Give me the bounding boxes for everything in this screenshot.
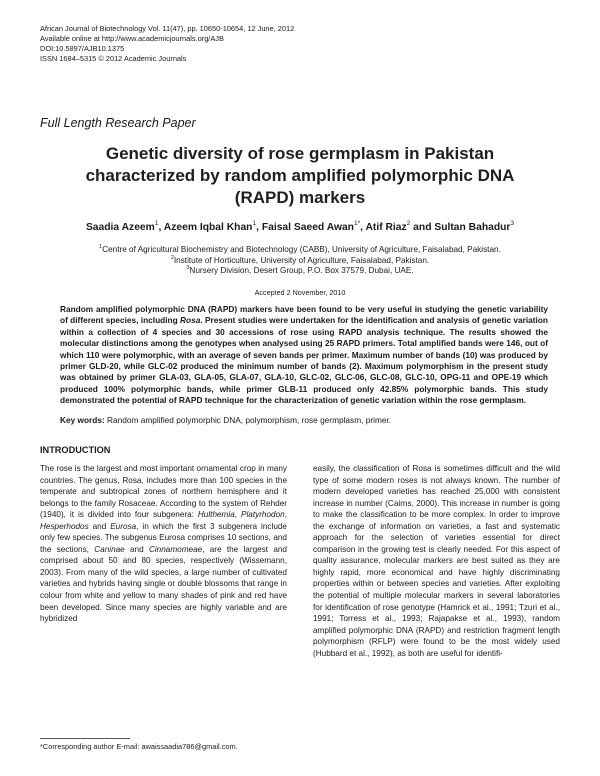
author-separator: , xyxy=(360,222,366,233)
affiliation xyxy=(40,256,560,267)
body-column-left xyxy=(40,463,287,625)
author-affiliation-mark: 1* xyxy=(353,220,361,227)
author-separator: , xyxy=(256,222,262,233)
journal-header xyxy=(40,24,294,64)
affiliation xyxy=(40,266,560,277)
affiliation xyxy=(40,245,560,256)
author-affiliation-mark: 1 xyxy=(154,220,159,227)
author-affiliation-mark: 1 xyxy=(252,220,257,227)
body-text: , xyxy=(284,510,287,520)
body-text: and xyxy=(88,521,111,531)
body-text: The rose is the largest and most important ornamental crop in many countries. The genus, Rosa, includes more than 100 species in the temperate and subtropical zones of northern hemisphere and it belongs to the family Rosaceae. According to the system of Rehder (1940), it is divided into four subgenera: xyxy=(40,464,287,520)
body-italic: Cinnamomeae xyxy=(148,544,203,554)
body-column-right: easily, the classification of Rosa is sometimes difficult and the wild type of some modern roses is not always known. The number of modern developed varieties has reached 25,000 with consistent increase in number (Cairns, 2000). This increase in number is going to make the classification to be more complex. In order to improve the exchange of information on varieties, a fast and systematic approach for the selection of varieties essential for direct comparison in the growing test is clearly needed. For this aspect of quality assurance, molecular markers are best suited as they are highly rapid, more economical and have highly discriminating properties within or between species and varieties. After exploiting the potential of multiple molecular markers in several laboratories for identification of rose genotype (Hamrick et al., 1991; Tzuri et al., 1991; Torress et al., 1993; Rajapakse et al., 1993), random amplified polymorphic DNA (RAPD) and restriction fragment length polymorphism (RFLP) were found to be the most widely used (Hubbard et al., 1992), as both are useful for identifi- xyxy=(313,464,560,658)
abstract-text: Random amplified polymorphic DNA (RAPD) markers have been found to be very useful in studying the genetic variability of different species, including xyxy=(60,304,548,326)
affiliation-number: 2 xyxy=(170,254,174,261)
affiliation-list xyxy=(40,245,560,277)
author-name: Atif Riaz xyxy=(365,222,407,233)
author-name: Sultan Bahadur xyxy=(434,222,511,233)
body-text: and xyxy=(124,544,149,554)
body-text: , in which the first 3 subgenera include only few species. The subgenus Eurosa comprises 10 sections, and the sections, xyxy=(40,521,287,554)
keywords xyxy=(60,415,548,426)
affiliation-number: 1 xyxy=(99,244,103,250)
article-type: Full Length Research Paper xyxy=(40,116,196,130)
abstract xyxy=(60,304,548,407)
paper-title: Genetic diversity of rose germplasm in Pakistan characterized by random amplified polymorphic DNA (RAPD) markers xyxy=(85,144,515,207)
body-italic: Platyrhodon xyxy=(241,510,285,520)
body-italic: Hesperhodos xyxy=(40,521,89,531)
journal-url: Available online at http://www.academicjournals.org/AJB xyxy=(40,34,224,43)
journal-citation: African Journal of Biotechnology Vol. 11(47), pp. 10650-10654, 12 June, 2012 xyxy=(40,24,295,33)
corresponding-author-footnote: *Corresponding author E-mail: awaissaadia786@gmail.com. xyxy=(40,742,238,751)
body-text: , are the largest and comprised about 50 and 80 species, respectively (Wissemann, 2003). From many of the wild species, a large number of cultivated varieties and hybrids having single or double blossoms that range in colour from white and yellow to many shades of pink and red have been developed. Since many species are highly variable and are hybridized xyxy=(40,544,287,624)
doi: DOI:10.5897/AJB10.1375 xyxy=(40,44,125,53)
keywords-label: Key words: xyxy=(60,415,105,425)
issn: ISSN 1684–5315 © 2012 Academic Journals xyxy=(40,54,187,63)
affiliation-number: 3 xyxy=(186,265,190,271)
body-italic: Eurosa xyxy=(110,521,137,531)
accepted-date: Accepted 2 November, 2010 xyxy=(254,288,346,297)
affiliation-text: Institute of Horticulture, University of Agriculture, Faisalabad, Pakistan. xyxy=(173,255,430,265)
author-separator: , xyxy=(158,222,164,233)
author-name: Faisal Saeed Awan xyxy=(261,222,354,233)
author-separator: and xyxy=(410,222,435,233)
keywords-text: Random amplified polymorphic DNA, polymorphism, rose germplasm, primer. xyxy=(104,415,392,425)
author-name: Saadia Azeem xyxy=(85,222,155,233)
abstract-text: . Present studies were undertaken for the identification and analysis of genetic variation within a collection of 4 species and 30 accessions of rose using RAPD analysis technique. The results showed the molecular distinctions among the genotypes when analysed using 25 RAPD primers. Total amplified bands were 146, out of which 110 were polymorphic, with an average of seven bands per primer. Maximum number of bands (10) was produced by primer GLD-20, while GLC-02 produced the minimum number of bands (2). Maximum polymorphism in the present study was obtained by primer GLA-03, GLA-05, GLA-07, GLA-10, GLC-02, GLC-06, GLC-08, GLC-10, OPG-11 and OPE-19 which produced 100% polymorphic bands, while primer GLB-11 produced only 42.85% polymorphic bands. This study demonstrated the potential of RAPD technique for the characterization of genetic variation within the rose germplasm. xyxy=(60,315,548,406)
body-italic: Caninae xyxy=(94,544,125,554)
footnote-divider xyxy=(40,738,130,739)
affiliation-text: Nursery Division, Desert Group, P.O. Box 37579, Dubai, UAE. xyxy=(189,266,414,275)
affiliation-text: Centre of Agricultural Biochemistry and Biotechnology (CABB), University of Agriculture, Faisalabad, Pakistan. xyxy=(102,245,501,254)
section-heading-introduction: INTRODUCTION xyxy=(40,445,111,455)
body-italic: Hulthemia xyxy=(197,510,235,520)
author-affiliation-mark: 3 xyxy=(510,220,515,227)
abstract-genus: Rosa xyxy=(180,315,201,326)
body-text: , xyxy=(234,510,241,520)
author-list xyxy=(40,222,560,233)
author-name: Azeem Iqbal Khan xyxy=(163,222,253,233)
author-affiliation-mark: 2 xyxy=(406,220,411,227)
